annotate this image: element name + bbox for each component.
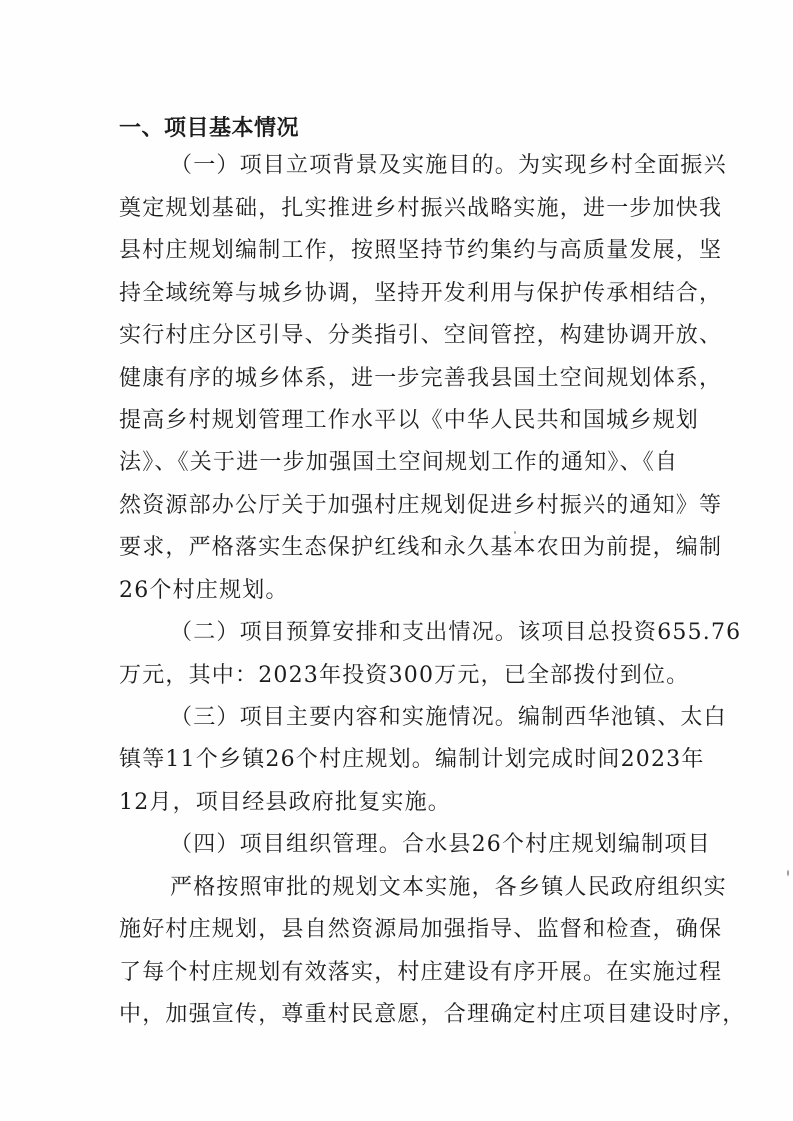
paragraph-line: 法》、《关于进一步加强国土空间规划工作的通知》、《自 bbox=[119, 450, 679, 475]
paragraph-line: 实行村庄分区引导、分类指引、空间管控，构建协调开放、 bbox=[119, 323, 723, 348]
scan-speck bbox=[514, 531, 516, 534]
paragraph-line: （三）项目主要内容和实施情况。编制西华池镇、太白 bbox=[170, 705, 727, 730]
paragraph-line: 要求，严格落实生态保护红线和永久基本农田为前提，编制 bbox=[119, 535, 723, 560]
paragraph-line: 健康有序的城乡体系，进一步完善我县国土空间规划体系， bbox=[119, 366, 723, 391]
paragraph-line: （四）项目组织管理。合水县26个村庄规划编制项目 bbox=[170, 832, 711, 857]
paragraph-line: 了每个村庄规划有效落实，村庄建设有序开展。在实施过程 bbox=[119, 960, 723, 985]
paragraph-line: 提高乡村规划管理工作水平以《中华人民共和国城乡规划 bbox=[119, 408, 700, 433]
paragraph-line: 26个村庄规划。 bbox=[119, 578, 289, 603]
paragraph-line: 万元，其中：2023年投资300万元，已全部拨付到位。 bbox=[119, 663, 690, 688]
section-heading: 一、项目基本情况 bbox=[119, 116, 300, 141]
paragraph-line: 持全域统筹与城乡协调，坚持开发利用与保护传承相结合， bbox=[119, 281, 723, 306]
paragraph-line: 中，加强宣传，尊重村民意愿，合理确定村庄项目建设时序， bbox=[119, 1002, 746, 1027]
scan-speck bbox=[787, 870, 789, 876]
paragraph-line: 县村庄规划编制工作，按照坚持节约集约与高质量发展，坚 bbox=[119, 238, 723, 263]
paragraph-line: 严格按照审批的规划文本实施，各乡镇人民政府组织实 bbox=[170, 875, 727, 900]
paragraph-line: 镇等11个乡镇26个村庄规划。编制计划完成时间2023年 bbox=[119, 747, 705, 772]
paragraph-line: 12月，项目经县政府批复实施。 bbox=[119, 790, 451, 815]
paragraph-line: 施好村庄规划，县自然资源局加强指导、监督和检查，确保 bbox=[119, 917, 723, 942]
paragraph-line: （一）项目立项背景及实施目的。为实现乡村全面振兴 bbox=[170, 153, 727, 178]
paragraph-line: 奠定规划基础，扎实推进乡村振兴战略实施，进一步加快我 bbox=[119, 196, 723, 221]
paragraph-line: 然资源部办公厅关于加强村庄规划促进乡村振兴的通知》等 bbox=[119, 493, 723, 518]
paragraph-line: （二）项目预算安排和支出情况。该项目总投资655.76 bbox=[170, 620, 742, 645]
